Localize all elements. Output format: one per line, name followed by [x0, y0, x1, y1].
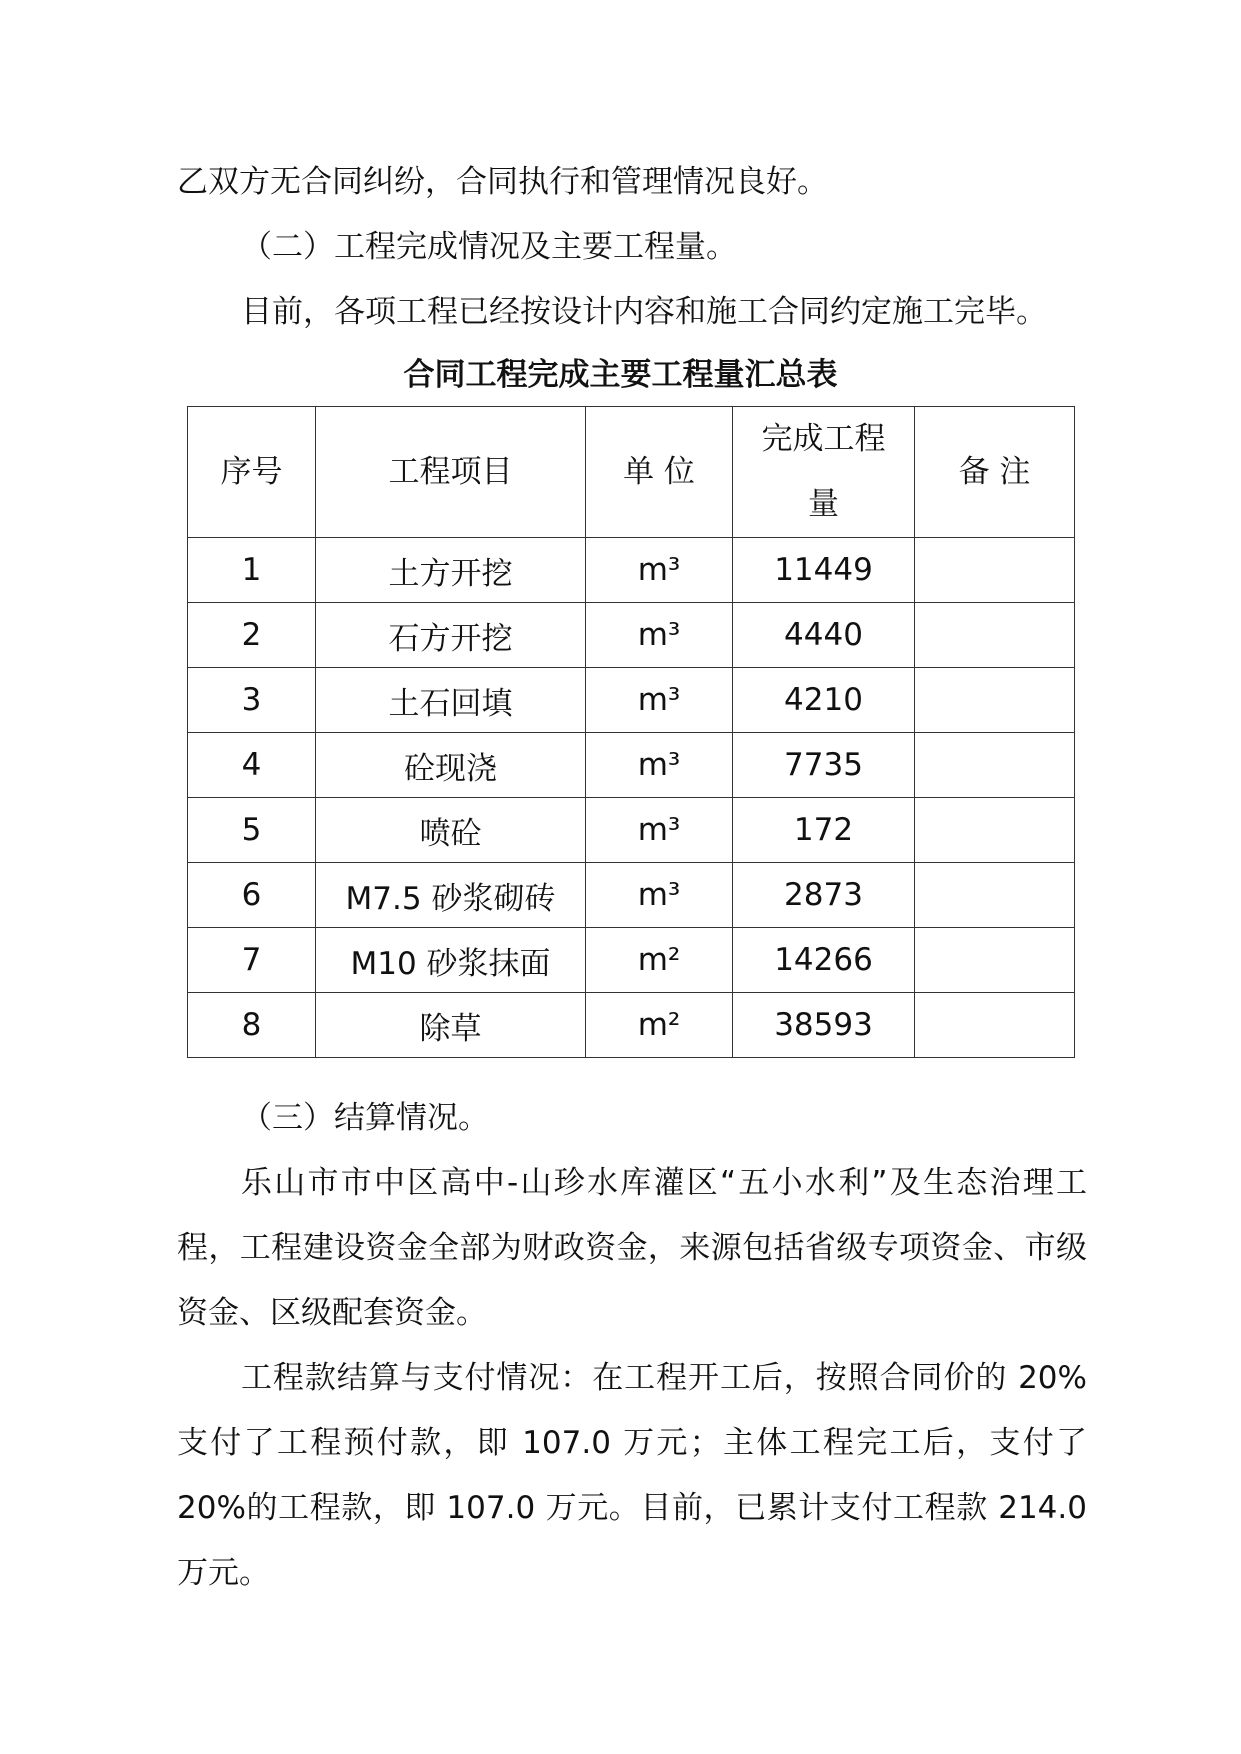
cell-remark [915, 863, 1075, 928]
table-row [188, 798, 1075, 863]
cell-remark [915, 668, 1075, 733]
cell-quantity: 11449 [733, 538, 915, 603]
cell-index: 7 [188, 928, 316, 993]
cell-remark [915, 798, 1075, 863]
section-heading-settlement: （三）结算情况。 [241, 1100, 489, 1136]
section-heading-completion: （二）工程完成情况及主要工程量。 [241, 229, 737, 265]
paragraph-completion-status: 目前，各项工程已经按设计内容和施工合同约定施工完毕。 [241, 294, 1047, 330]
cell-remark [915, 733, 1075, 798]
cell-unit: m³ [586, 603, 733, 668]
header-unit: 单 位 [586, 407, 733, 538]
cell-remark [915, 928, 1075, 993]
quantity-summary-table [187, 406, 1075, 1058]
cell-quantity: 14266 [733, 928, 915, 993]
cell-index: 5 [188, 798, 316, 863]
header-item: 工程项目 [316, 407, 586, 538]
cell-index: 3 [188, 668, 316, 733]
table-row [188, 603, 1075, 668]
header-quantity: 完成工程量 [733, 407, 915, 538]
header-index: 序号 [188, 407, 316, 538]
table-row [188, 993, 1075, 1058]
cell-item: 除草 [316, 993, 586, 1058]
table-row [188, 668, 1075, 733]
paragraph-contract-status-tail: 乙双方无合同纠纷，合同执行和管理情况良好。 [177, 164, 828, 200]
paragraph-payment-status: 工程款结算与支付情况：在工程开工后，按照合同价的 20%支付了工程预付款，即 107.0 万元；主体工程完工后，支付了 20%的工程款，即 107.0 万元。目前，已累计支付工程款 214.0 万元。 [177, 1360, 1087, 1591]
cell-item: 喷砼 [316, 798, 586, 863]
cell-unit: m³ [586, 863, 733, 928]
cell-item: 砼现浇 [316, 733, 586, 798]
cell-item: M7.5 砂浆砌砖 [316, 863, 586, 928]
table-title: 合同工程完成主要工程量汇总表 [403, 357, 838, 393]
cell-quantity: 2873 [733, 863, 915, 928]
cell-unit: m³ [586, 668, 733, 733]
cell-unit: m³ [586, 798, 733, 863]
cell-index: 4 [188, 733, 316, 798]
cell-item: 石方开挖 [316, 603, 586, 668]
table-row [188, 733, 1075, 798]
cell-unit: m³ [586, 733, 733, 798]
paragraph-funding-source: 乐山市市中区高中-山珍水库灌区“五小水利”及生态治理工程，工程建设资金全部为财政资金，来源包括省级专项资金、市级资金、区级配套资金。 [177, 1165, 1087, 1331]
cell-index: 6 [188, 863, 316, 928]
cell-index: 1 [188, 538, 316, 603]
cell-index: 2 [188, 603, 316, 668]
cell-unit: m³ [586, 538, 733, 603]
cell-index: 8 [188, 993, 316, 1058]
cell-remark [915, 603, 1075, 668]
cell-quantity: 4440 [733, 603, 915, 668]
table-row [188, 538, 1075, 603]
cell-quantity: 38593 [733, 993, 915, 1058]
cell-quantity: 7735 [733, 733, 915, 798]
cell-item: 土方开挖 [316, 538, 586, 603]
table-row [188, 928, 1075, 993]
table-header-row [188, 407, 1075, 538]
cell-remark [915, 538, 1075, 603]
cell-item: M10 砂浆抹面 [316, 928, 586, 993]
cell-remark [915, 993, 1075, 1058]
cell-unit: m² [586, 993, 733, 1058]
cell-unit: m² [586, 928, 733, 993]
cell-quantity: 172 [733, 798, 915, 863]
table-row [188, 863, 1075, 928]
cell-item: 土石回填 [316, 668, 586, 733]
header-remark: 备 注 [915, 407, 1075, 538]
cell-quantity: 4210 [733, 668, 915, 733]
